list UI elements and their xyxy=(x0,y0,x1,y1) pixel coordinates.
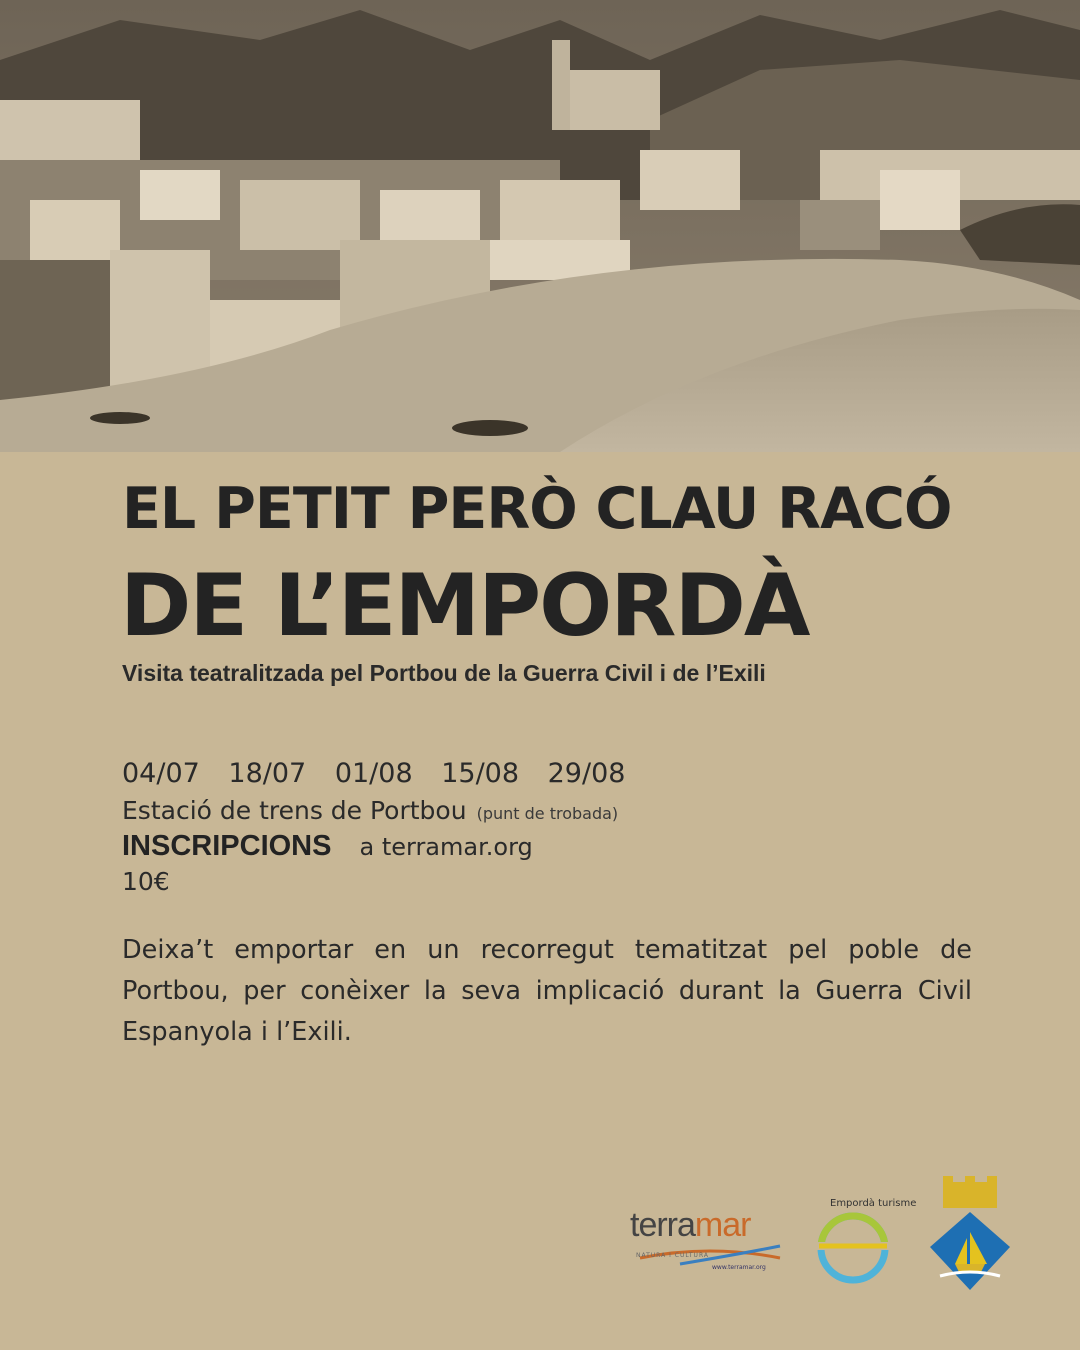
date-item: 18/07 xyxy=(228,758,307,789)
date-item: 29/08 xyxy=(547,758,626,789)
price: 10€ xyxy=(122,867,170,896)
terramar-logo-part1: terra xyxy=(630,1206,695,1244)
emporda-text: Empordà turisme xyxy=(830,1198,917,1209)
description: Deixa’t emportar en un recorregut tematitzat pel poble de Portbou, per conèixer la seva implicació durant la Guerra Civil Espanyola i l’Exili. xyxy=(122,935,972,1047)
title-line-2: DE L’EMPORDÀ xyxy=(120,556,809,656)
date-item: 15/08 xyxy=(441,758,520,789)
historic-photo xyxy=(0,0,1080,452)
meeting-place xyxy=(122,796,618,825)
subtitle: Visita teatralitzada pel Portbou de la Guerra Civil i de l’Exili xyxy=(122,660,766,686)
date-item: 01/08 xyxy=(334,758,413,789)
registration-link[interactable]: a terramar.org xyxy=(359,833,533,861)
registration xyxy=(122,830,533,863)
sponsor-logos xyxy=(620,1170,1020,1300)
dates-list xyxy=(122,758,645,789)
terramar-logo xyxy=(630,1206,790,1278)
terramar-tagline: NATURA I CULTURA xyxy=(636,1252,709,1259)
title-line-1: EL PETIT PERÒ CLAU RACÓ xyxy=(122,476,952,542)
terramar-url: www.terramar.org xyxy=(712,1264,766,1271)
date-item: 04/07 xyxy=(122,758,200,789)
terramar-logo-part2: mar xyxy=(694,1206,751,1244)
portbou-coat-of-arms xyxy=(925,1172,1015,1297)
registration-label: INSCRIPCIONS xyxy=(122,830,332,862)
meeting-note: (punt de trobada) xyxy=(476,804,619,823)
meeting-place-text: Estació de trens de Portbou xyxy=(122,796,467,825)
